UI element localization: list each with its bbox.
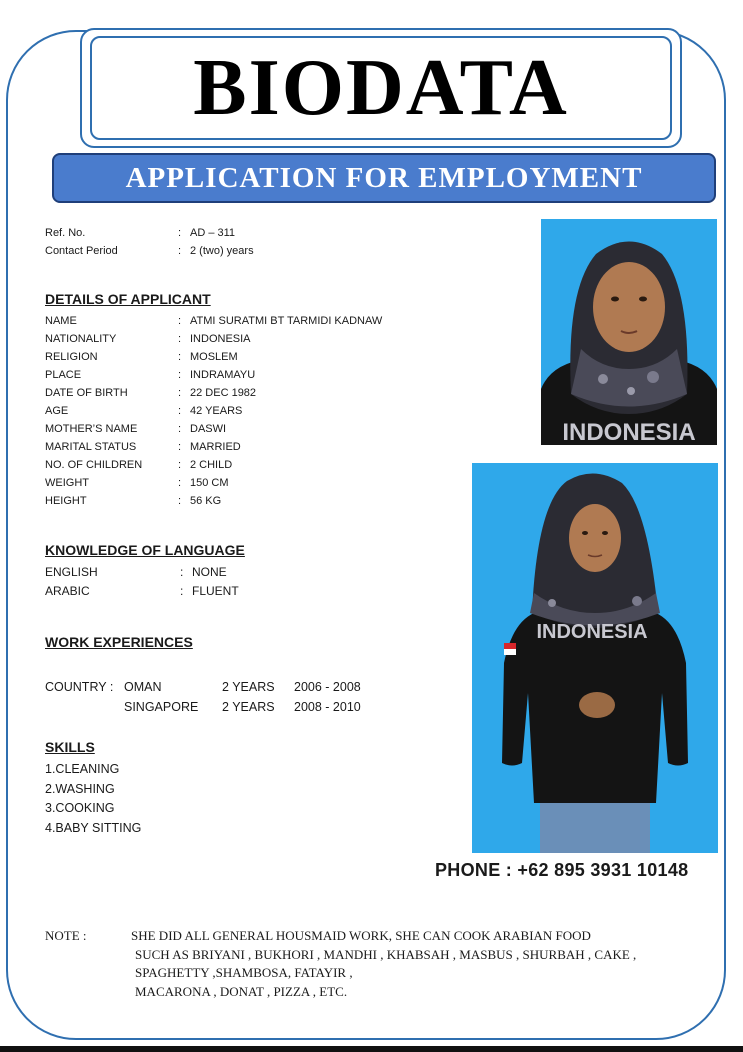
detail-row-weight <box>45 477 229 489</box>
detail-value: 150 CM <box>190 477 229 489</box>
details-heading: DETAILS OF APPLICANT <box>45 291 211 307</box>
pattern-dot <box>627 387 635 395</box>
skills-heading: SKILLS <box>45 739 95 755</box>
detail-row-children <box>45 459 232 471</box>
ref-value: AD – 311 <box>190 227 236 239</box>
detail-label: AGE <box>45 405 69 417</box>
contact-row <box>45 245 254 257</box>
skill-item: 2.WASHING <box>45 782 115 796</box>
full-body-photo <box>472 463 718 853</box>
note-line: MACARONA , DONAT , PIZZA , ETC. <box>135 984 348 999</box>
note-line: SPAGHETTY ,SHAMBOSA, FATAYIR , <box>135 965 353 980</box>
bottom-edge <box>0 1046 743 1052</box>
flag-icon <box>504 643 516 649</box>
pattern-dot <box>632 596 642 606</box>
colon: : <box>180 584 184 598</box>
detail-label: MOTHER’S NAME <box>45 423 138 435</box>
pattern-dot <box>598 374 608 384</box>
language-row-english <box>45 565 227 579</box>
contact-value: 2 (two) years <box>190 245 254 257</box>
colon: : <box>178 387 182 399</box>
country-label: COUNTRY : <box>45 680 114 694</box>
skill-item: 1.CLEANING <box>45 762 120 776</box>
eye-shape <box>602 531 608 535</box>
language-heading: KNOWLEDGE OF LANGUAGE <box>45 542 245 558</box>
detail-row-nationality <box>45 333 251 345</box>
ref-row <box>45 227 235 239</box>
detail-value: DASWI <box>190 423 227 435</box>
colon: : <box>180 565 184 579</box>
detail-row-place <box>45 369 255 381</box>
detail-row-age <box>45 405 242 417</box>
colon: : <box>178 369 182 381</box>
title-box <box>80 28 682 148</box>
title-inner-frame <box>90 36 672 140</box>
detail-value: 2 CHILD <box>190 459 233 471</box>
eye-shape <box>611 297 619 302</box>
detail-row-height <box>45 495 221 507</box>
work-duration: 2 YEARS <box>222 700 275 714</box>
colon: : <box>178 405 182 417</box>
work-duration: 2 YEARS <box>222 680 275 694</box>
phone-number: PHONE : +62 895 3931 10148 <box>435 860 689 880</box>
skill-item: 4.BABY SITTING <box>45 821 142 835</box>
detail-row-dob <box>45 387 256 399</box>
work-heading: WORK EXPERIENCES <box>45 634 193 650</box>
detail-label: DATE OF BIRTH <box>45 387 128 399</box>
subtitle-banner <box>52 153 716 203</box>
language-value: FLUENT <box>192 584 239 598</box>
detail-value: INDRAMAYU <box>190 369 256 381</box>
language-row-arabic <box>45 584 239 598</box>
work-country: OMAN <box>124 680 162 694</box>
language-label: ENGLISH <box>45 565 98 579</box>
note-label: NOTE : <box>45 928 87 943</box>
detail-row-marital <box>45 441 241 453</box>
page-title: BIODATA <box>193 44 569 132</box>
contact-label: Contact Period <box>45 245 118 257</box>
shirt-print: INDONESIA <box>562 419 696 445</box>
face-shape <box>569 504 621 572</box>
detail-label: WEIGHT <box>45 477 89 489</box>
pattern-dot <box>548 599 556 607</box>
work-country: SINGAPORE <box>124 700 199 714</box>
detail-label: PLACE <box>45 369 82 381</box>
colon: : <box>178 495 182 507</box>
colon: : <box>178 227 182 239</box>
page-subtitle: APPLICATION FOR EMPLOYMENT <box>125 161 643 194</box>
face-shape <box>593 262 665 352</box>
note-line: SUCH AS BRIYANI , BUKHORI , MANDHI , KHABSAH , MASBUS , SHURBAH , CAKE , <box>135 947 637 962</box>
colon: : <box>178 351 182 363</box>
detail-row-name <box>45 315 382 327</box>
ref-label: Ref. No. <box>45 227 86 239</box>
headshot-photo <box>541 219 717 445</box>
detail-label: RELIGION <box>45 351 98 363</box>
colon: : <box>178 459 182 471</box>
pattern-dot <box>647 371 659 383</box>
eye-shape <box>582 531 588 535</box>
eye-shape <box>639 297 647 302</box>
detail-value: INDONESIA <box>190 333 251 345</box>
shirt-print: INDONESIA <box>536 621 648 643</box>
note-line: SHE DID ALL GENERAL HOUSMAID WORK, SHE CAN COOK ARABIAN FOOD <box>131 928 591 943</box>
work-period: 2008 - 2010 <box>294 700 361 714</box>
detail-value: MARRIED <box>190 441 241 453</box>
detail-row-religion <box>45 351 238 363</box>
colon: : <box>178 245 182 257</box>
hands-shape <box>579 692 615 718</box>
detail-value: 22 DEC 1982 <box>190 387 257 399</box>
language-label: ARABIC <box>45 584 90 598</box>
flag-icon-white <box>504 649 516 655</box>
colon: : <box>178 333 182 345</box>
colon: : <box>178 477 182 489</box>
colon: : <box>178 423 182 435</box>
detail-label: NO. OF CHILDREN <box>45 459 143 471</box>
detail-label: HEIGHT <box>45 495 87 507</box>
skill-item: 3.COOKING <box>45 801 115 815</box>
detail-value: ATMI SURATMI BT TARMIDI KADNAW <box>190 315 383 327</box>
detail-value: 56 KG <box>190 495 222 507</box>
detail-label: NAME <box>45 315 77 327</box>
detail-label: MARITAL STATUS <box>45 441 137 453</box>
colon: : <box>178 441 182 453</box>
work-period: 2006 - 2008 <box>294 680 361 694</box>
detail-value: MOSLEM <box>190 351 238 363</box>
detail-label: NATIONALITY <box>45 333 117 345</box>
detail-row-mother <box>45 423 226 435</box>
colon: : <box>178 315 182 327</box>
detail-value: 42 YEARS <box>190 405 243 417</box>
language-value: NONE <box>192 565 227 579</box>
